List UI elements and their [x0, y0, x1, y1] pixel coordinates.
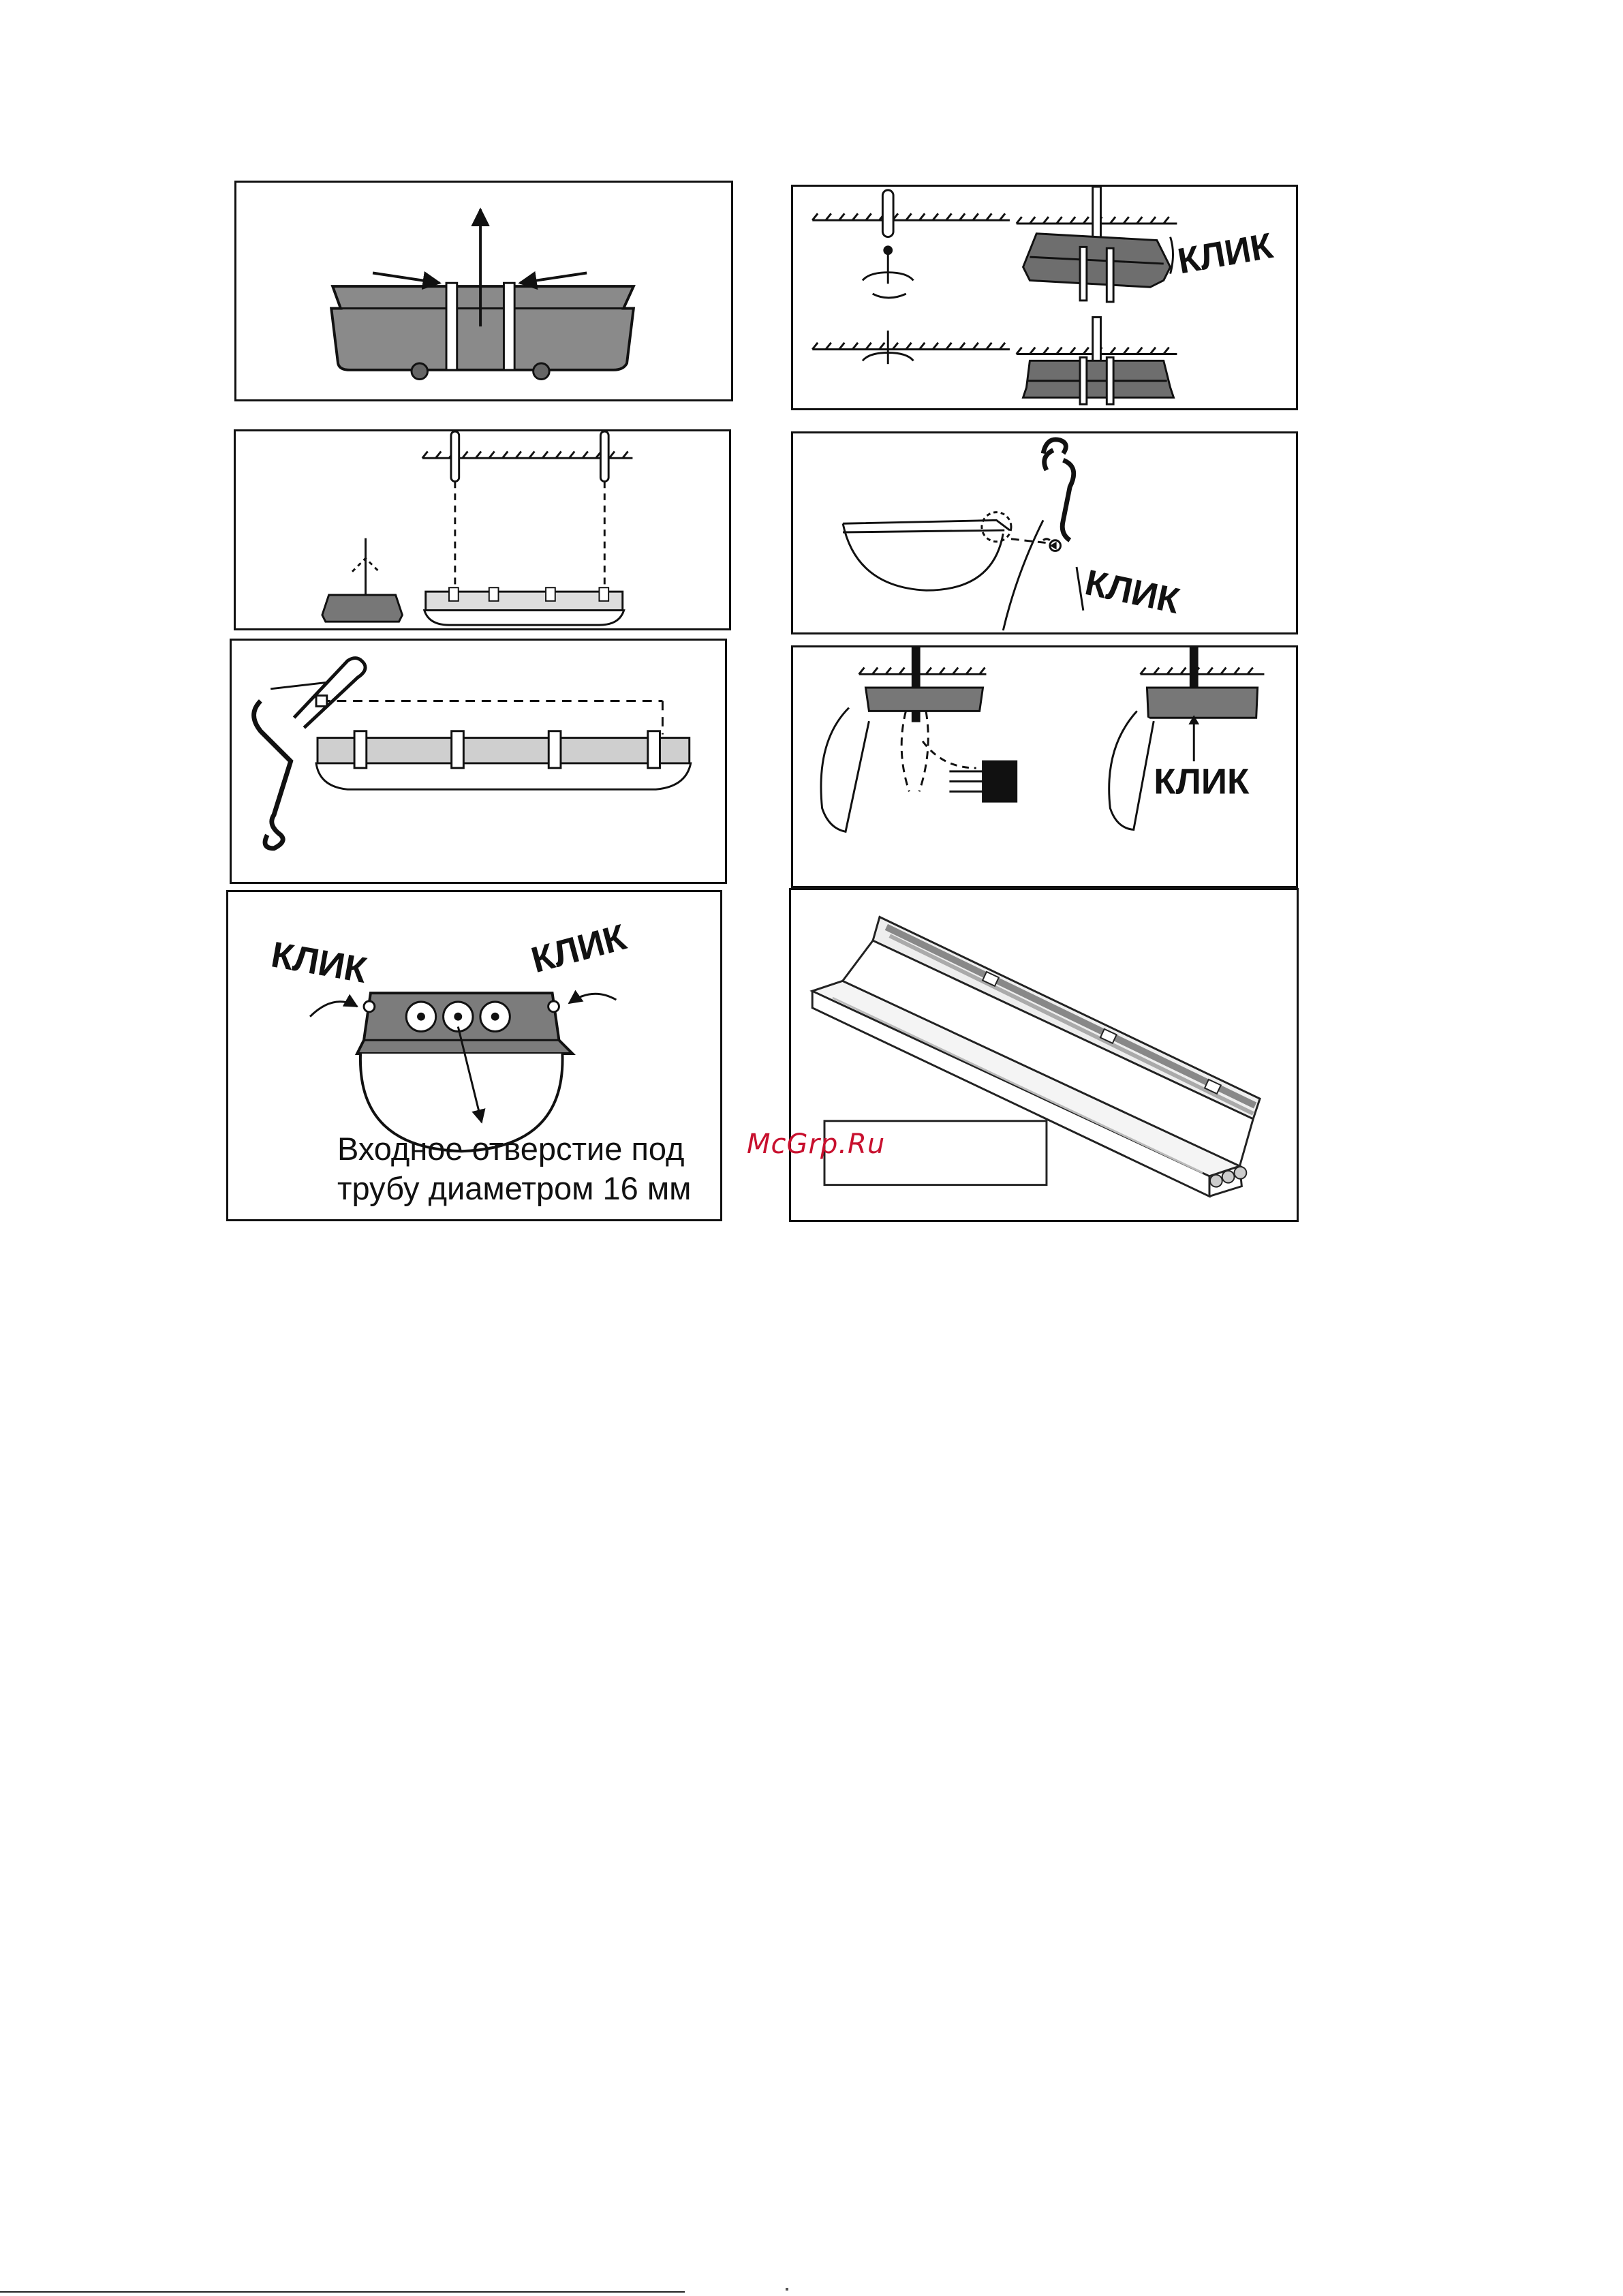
cable-entry-caption-line2: трубу диаметром 16 мм — [337, 1170, 692, 1206]
figure-ceiling-mount-drawing — [793, 187, 1296, 408]
figure-open-luminaire-drawing — [791, 890, 1297, 1220]
figure-wiring-connection — [791, 645, 1298, 888]
figure-suspended-mount-drawing — [236, 431, 729, 628]
bracket-leg-right — [504, 283, 514, 370]
luminaire-end-view — [322, 595, 403, 622]
cable-entry-caption — [337, 1129, 691, 1208]
bracket-leg-left — [446, 283, 457, 370]
watermark: McGrp.Ru — [747, 1129, 886, 1160]
figure-diffuser-hinge — [791, 431, 1298, 634]
figure-wiring-connection-drawing — [793, 647, 1296, 886]
figure-suspended-mount — [234, 429, 731, 630]
footer-rule — [0, 2291, 685, 2293]
click-label-wiring: КЛИК — [1154, 761, 1250, 802]
figure-bracket-release — [234, 181, 733, 401]
figure-hook-attach — [230, 639, 727, 884]
click-label-hinge: КЛИК — [1081, 562, 1184, 622]
squeeze-arrow-left — [373, 273, 439, 284]
figure-open-luminaire — [789, 888, 1299, 1222]
figure-hook-attach-drawing — [232, 641, 725, 882]
click-label-ceiling: КЛИК — [1175, 226, 1276, 282]
squeeze-arrow-right — [520, 273, 587, 284]
figure-cable-entry — [226, 890, 722, 1221]
figure-diffuser-hinge-drawing — [793, 433, 1296, 632]
footer-mark — [786, 2288, 788, 2291]
cable-entry-caption-line1: Входное отверстие под — [337, 1131, 685, 1167]
luminaire-housing — [331, 286, 634, 370]
click-label-right: КЛИК — [527, 917, 631, 981]
figure-ceiling-mount — [791, 185, 1298, 410]
luminaire-body — [318, 738, 690, 763]
figure-bracket-release-drawing — [236, 183, 731, 399]
click-label-left: КЛИК — [268, 934, 370, 991]
